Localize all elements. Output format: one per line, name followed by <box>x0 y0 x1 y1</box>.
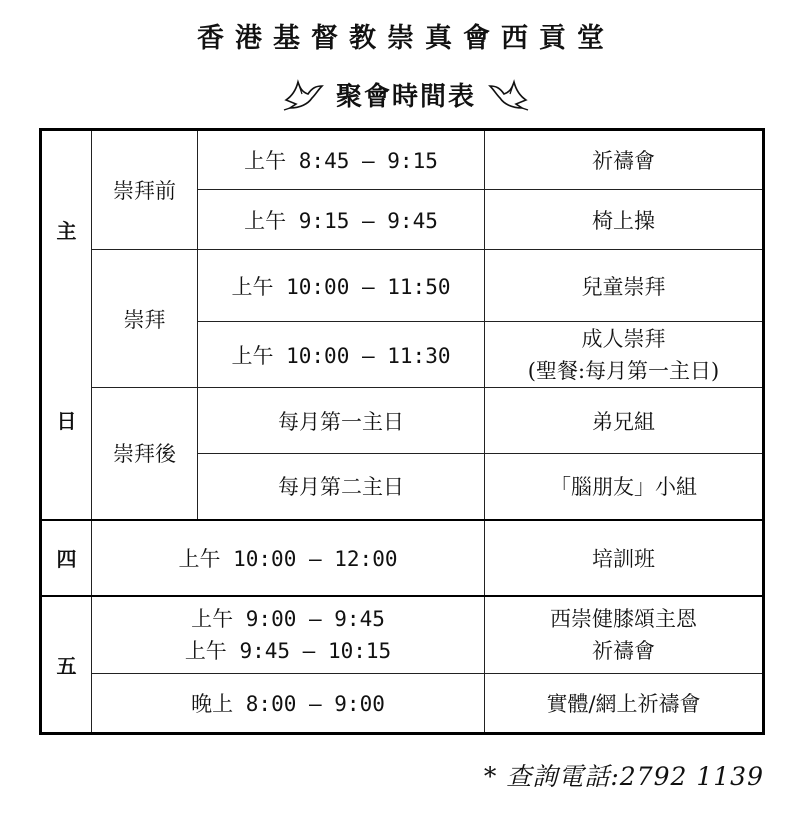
activity-cell: 實體/網上祈禱會 <box>485 674 764 734</box>
time-cell: 上午 10:00 – 12:00 <box>92 520 485 596</box>
activity-cell <box>485 322 764 388</box>
time-cell: 每月第二主日 <box>198 454 485 520</box>
day-cell-thursday: 四 <box>41 520 92 596</box>
day-cell-friday: 五 <box>41 596 92 734</box>
page-title: 香港基督教崇真會西貢堂 <box>197 23 615 54</box>
time-cell: 上午 9:15 – 9:45 <box>198 190 485 250</box>
contact-phone: * 查詢電話:2792 1139 <box>483 762 764 791</box>
table-row <box>41 520 764 596</box>
dove-icon <box>488 78 530 112</box>
activity-cell: 椅上操 <box>485 190 764 250</box>
table-row <box>41 596 764 674</box>
session-label: 崇拜後 <box>92 388 198 520</box>
time-line: 上午 9:45 – 10:15 <box>184 638 392 663</box>
table-row <box>41 674 764 734</box>
time-cell: 上午 10:00 – 11:50 <box>198 250 485 322</box>
activity-cell: 兒童崇拜 <box>485 250 764 322</box>
activity-cell <box>485 596 764 674</box>
subtitle-row <box>0 76 812 113</box>
session-label: 崇拜 <box>92 250 198 388</box>
time-line: 上午 9:00 – 9:45 <box>191 606 385 631</box>
day-label: 日 <box>56 409 77 434</box>
activity-cell: 弟兄組 <box>485 388 764 454</box>
table-row <box>41 130 764 190</box>
day-cell-sunday <box>41 130 92 520</box>
activity-name: 成人崇拜 <box>581 326 666 351</box>
time-cell: 晚上 8:00 – 9:00 <box>92 674 485 734</box>
activity-name: 祈禱會 <box>592 638 655 663</box>
day-label: 主 <box>56 219 77 244</box>
activity-note: (聖餐:每月第一主日) <box>527 358 720 383</box>
table-row <box>41 388 764 454</box>
table-row <box>41 250 764 322</box>
schedule-heading: 聚會時間表 <box>335 82 476 112</box>
dove-icon <box>282 78 324 112</box>
time-cell <box>92 596 485 674</box>
time-cell: 上午 10:00 – 11:30 <box>198 322 485 388</box>
activity-cell: 培訓班 <box>485 520 764 596</box>
schedule-table <box>39 128 765 735</box>
activity-name: 西崇健膝頌主恩 <box>550 606 697 631</box>
activity-cell: 「腦朋友」小組 <box>485 454 764 520</box>
session-label: 崇拜前 <box>92 130 198 250</box>
activity-cell: 祈禱會 <box>485 130 764 190</box>
time-cell: 上午 8:45 – 9:15 <box>198 130 485 190</box>
time-cell: 每月第一主日 <box>198 388 485 454</box>
